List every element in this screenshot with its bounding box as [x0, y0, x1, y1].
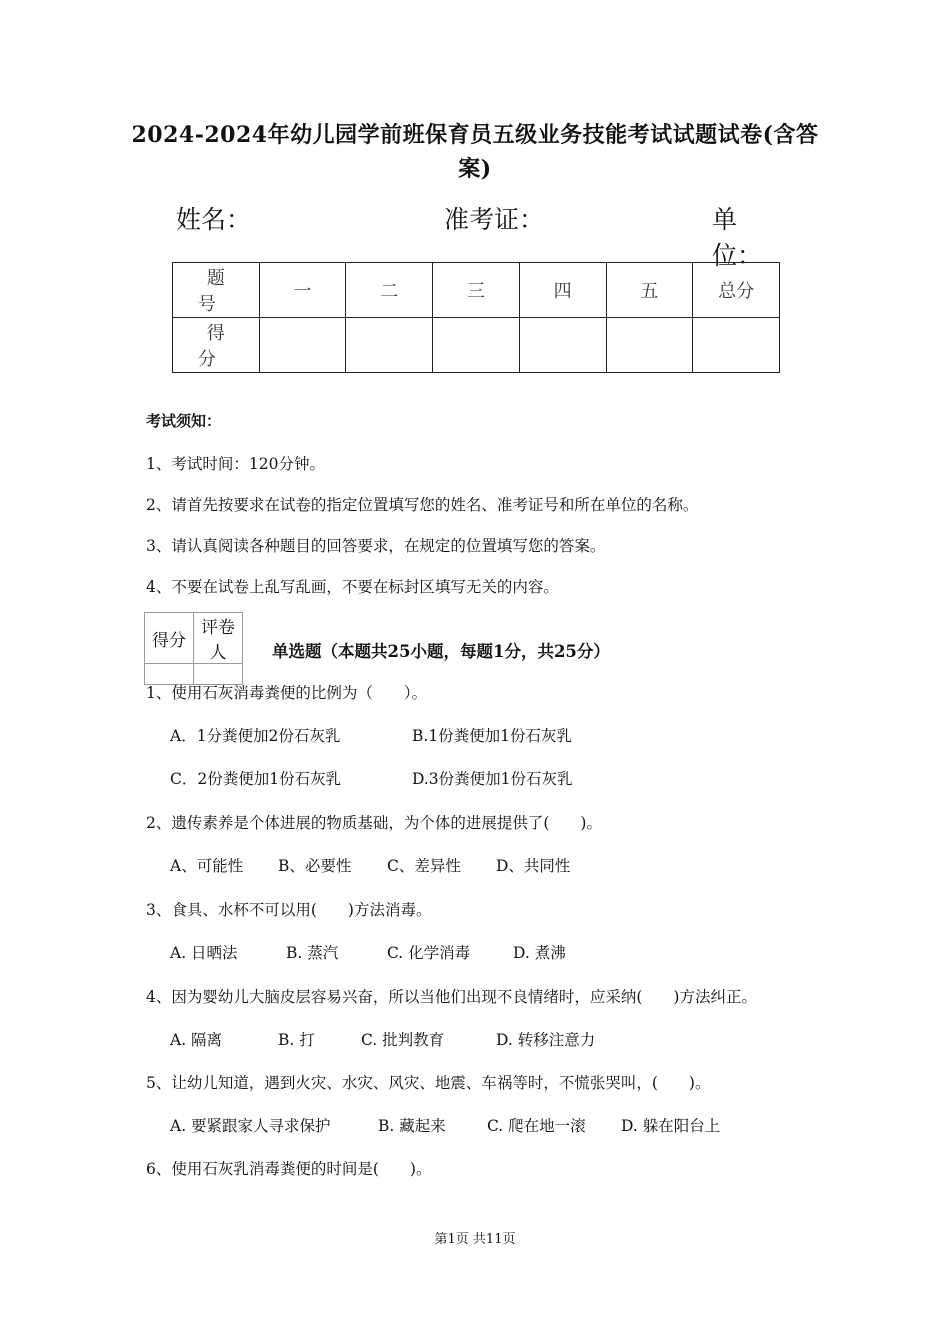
score-cell-3[interactable] [433, 318, 520, 373]
notice-item-3: 3、请认真阅读各种题目的回答要求，在规定的位置填写您的答案。 [146, 537, 606, 555]
unit-label: 单位： [712, 205, 763, 270]
score-cell-4[interactable] [519, 318, 606, 373]
grader-table [144, 612, 243, 685]
question-5-option-b: B. 藏起来 [378, 1117, 446, 1135]
question-4-stem: 4、因为婴幼儿大脑皮层容易兴奋，所以当他们出现不良情绪时，应采纳( )方法纠正。 [146, 988, 757, 1006]
question-4-option-d: D. 转移注意力 [496, 1031, 596, 1049]
question-5-option-a: A. 要紧跟家人寻求保护 [170, 1117, 331, 1135]
question-2-option-c: C、差异性 [387, 857, 461, 875]
question-1-option-c: C．2份粪便加1份石灰乳 [170, 770, 342, 788]
score-table-col-2: 二 [346, 263, 433, 318]
question-2-option-b: B、必要性 [278, 857, 352, 875]
page-footer: 第1页 共11页 [434, 1232, 516, 1247]
section-title: 单选题（本题共25小题，每题1分，共25分） [272, 642, 610, 661]
question-2-option-a: A、可能性 [170, 857, 244, 875]
score-table-header-label: 题 号 [173, 263, 260, 318]
question-1-stem: 1、使用石灰消毒粪便的比例为（ ）。 [146, 684, 428, 702]
notice-item-4: 4、不要在试卷上乱写乱画，不要在标封区填写无关的内容。 [146, 578, 559, 596]
title-line-1: 2024-2024年幼儿园学前班保育员五级业务技能考试试题试卷(含答 [131, 122, 819, 148]
score-cell-2[interactable] [346, 318, 433, 373]
question-3-stem: 3、食具、水杯不可以用( )方法消毒。 [146, 901, 432, 919]
question-3-option-a: A. 日晒法 [170, 944, 238, 962]
question-1-option-b: B.1份粪便加1份石灰乳 [412, 727, 573, 745]
question-3-option-c: C. 化学消毒 [387, 944, 471, 962]
score-table-col-5: 五 [606, 263, 693, 318]
question-3-option-d: D. 煮沸 [513, 944, 566, 962]
notice-item-1: 1、考试时间：120分钟。 [146, 455, 325, 473]
notice-item-2: 2、请首先按要求在试卷的指定位置填写您的姓名、准考证号和所在单位的名称。 [146, 496, 699, 514]
score-table-score-row [173, 318, 780, 373]
score-cell-total[interactable] [693, 318, 780, 373]
question-1-option-a: A．1分粪便加2份石灰乳 [170, 727, 341, 745]
exam-number-label: 准考证： [444, 205, 545, 234]
question-6-stem: 6、使用石灰乳消毒粪便的时间是( )。 [146, 1160, 432, 1178]
score-cell-1[interactable] [259, 318, 346, 373]
question-1-option-d: D.3份粪便加1份石灰乳 [412, 770, 573, 788]
notice-title: 考试须知： [146, 412, 222, 430]
score-table-score-label: 得 分 [173, 318, 260, 373]
question-5-option-d: D. 躲在阳台上 [621, 1117, 721, 1135]
page-title [130, 118, 820, 186]
score-table-col-1: 一 [259, 263, 346, 318]
score-table-header-row [173, 263, 780, 318]
name-label: 姓名： [176, 205, 252, 234]
score-cell-5[interactable] [606, 318, 693, 373]
question-4-option-c: C. 批判教育 [361, 1031, 445, 1049]
score-table-col-4: 四 [519, 263, 606, 318]
question-4-option-a: A. 隔离 [170, 1031, 223, 1049]
grader-name-label: 评卷人 [194, 613, 243, 664]
question-5-option-c: C. 爬在地一滚 [487, 1117, 586, 1135]
question-2-stem: 2、遗传素养是个体进展的物质基础，为个体的进展提供了( )。 [146, 814, 602, 832]
score-table-col-total: 总分 [693, 263, 780, 318]
question-2-option-d: D、共同性 [496, 857, 571, 875]
score-table-col-3: 三 [433, 263, 520, 318]
question-5-stem: 5、让幼儿知道，遇到火灾、水灾、风灾、地震、车祸等时，不慌张哭叫，( )。 [146, 1074, 711, 1092]
question-4-option-b: B. 打 [278, 1031, 315, 1049]
score-table [172, 262, 780, 373]
question-3-option-b: B. 蒸汽 [286, 944, 339, 962]
candidate-info-row [176, 200, 780, 270]
grader-score-label: 得分 [145, 613, 194, 664]
title-line-2: 案) [458, 156, 492, 182]
